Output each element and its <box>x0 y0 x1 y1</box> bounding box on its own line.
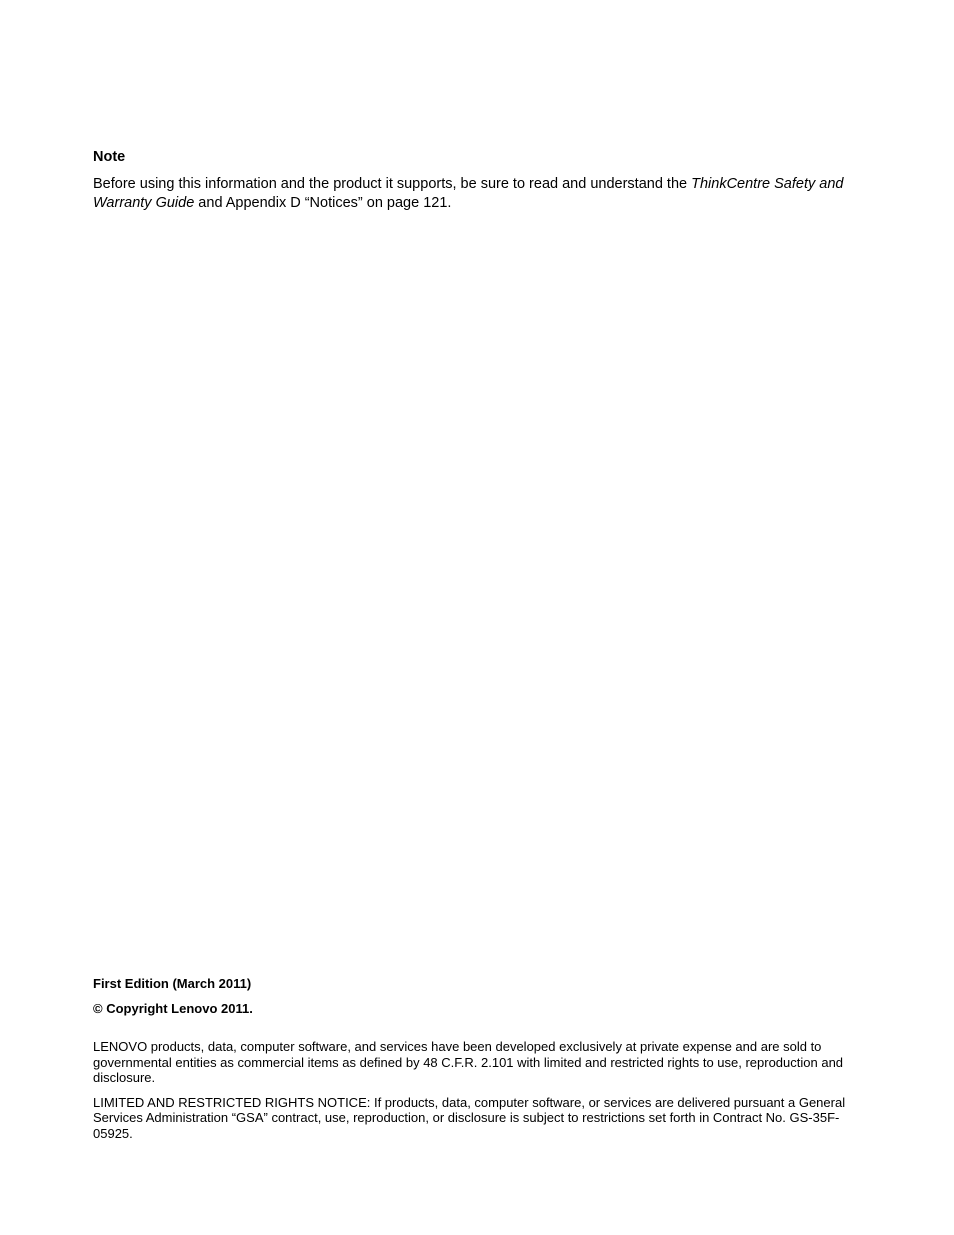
note-heading: Note <box>93 149 126 165</box>
restricted-rights-notice-paragraph: LIMITED AND RESTRICTED RIGHTS NOTICE: If products, data, computer software, or services are delivered pursuant a General Services Administration “GSA” contract, use, reproduction, or disclosure is subject to restrictions set forth in Contract No. GS-35F-05925. <box>93 1094 846 1141</box>
note-text <box>93 175 853 213</box>
note-text-after: and Appendix D “Notices” on page 121. <box>194 195 452 211</box>
note-text-before: Before using this information and the product it supports, be sure to read and understand the <box>93 176 692 192</box>
edition-notice-section <box>93 976 853 1150</box>
lenovo-rights-paragraph: LENOVO products, data, computer software, and services have been developed exclusively at private expense and are sold to governmental entities as commercial items as defined by 48 C.F.R. 2.101 with limited and restricted rights to use, reproduction and disclosure. <box>93 1039 844 1085</box>
note-section <box>93 148 853 213</box>
edition-line: First Edition (March 2011) <box>93 976 252 991</box>
copyright-line: © Copyright Lenovo 2011. <box>93 1001 253 1016</box>
guide-title: ThinkCentre Safety and Warranty Guide <box>93 176 844 211</box>
